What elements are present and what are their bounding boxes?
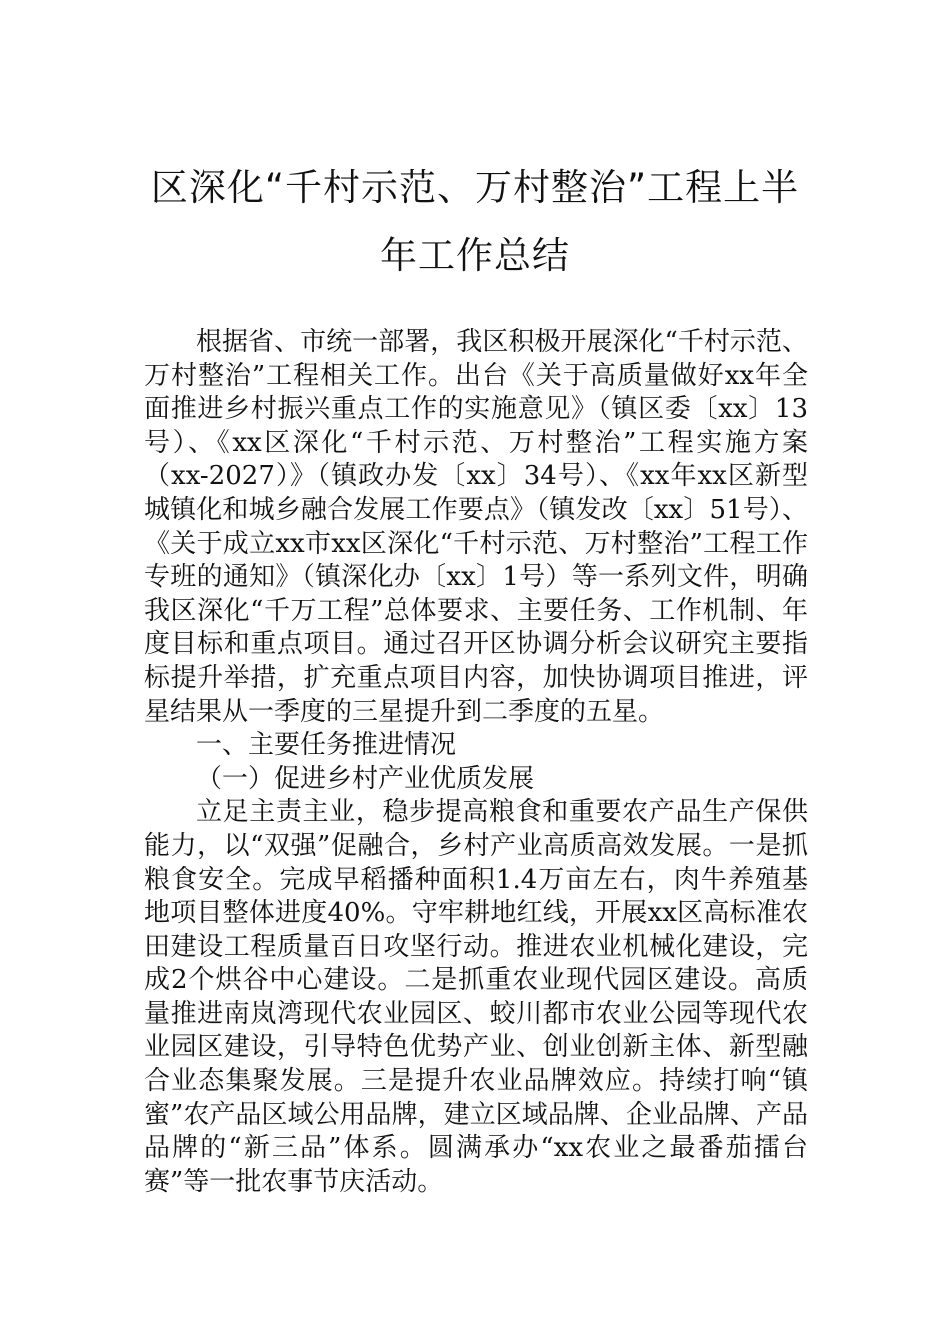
document-body (144, 326, 808, 1199)
subsection-heading: （一）促进乡村产业优质发展 (196, 763, 535, 794)
document-title-line-1: 区深化“千村示范、万村整治”工程上半 (150, 166, 800, 209)
section-heading: 一、主要任务推进情况 (196, 730, 457, 761)
document-title-line-2: 年工作总结 (380, 234, 570, 277)
intro-paragraph: 根据省、市统一部署，我区积极开展深化“千村示范、万村整治”工程相关工作。出台《关于高质量做好xx年全面推进乡村振兴重点工作的实施意见》（镇区委〔xx〕13号）、《xx区深化“千村示范、万村整治”工程实施方案（xx-2027）》（镇政办发〔xx〕34号）、《xx年xx区新型城镇化和城乡融合发展工作要点》（镇发改〔xx〕51号）、《关于成立xx市xx区深化“千村示范、万村整治”工程工作专班的通知》（镇深化办〔xx〕1号）等一系列文件，明确我区深化“千万工程”总体要求、主要任务、工作机制、年度目标和重点项目。通过召开区协调分析会议研究主要指标提升举措，扩充重点项目内容，加快协调项目推进，评星结果从一季度的三星提升到二季度的五星。 (144, 327, 808, 727)
body-paragraph: 立足主责主业，稳步提高粮食和重要农产品生产保供能力，以“双强”促融合，乡村产业高质高效发展。一是抓粮食安全。完成早稻播种面积1.4万亩左右，肉牛养殖基地项目整体进度40%。守牢耕地红线，开展xx区高标准农田建设工程质量百日攻坚行动。推进农业机械化建设，完成2个烘谷中心建设。二是抓重农业现代园区建设。高质量推进南岚湾现代农业园区、蛟川都市农业公园等现代农业园区建设，引导特色优势产业、创业创新主体、新型融合业态集聚发展。三是提升农业品牌效应。持续打响“镇蜜”农产品区域公用品牌，建立区域品牌、企业品牌、产品品牌的“新三品”体系。圆满承办“xx农业之最番茄擂台赛”等一批农事节庆活动。 (144, 797, 808, 1197)
